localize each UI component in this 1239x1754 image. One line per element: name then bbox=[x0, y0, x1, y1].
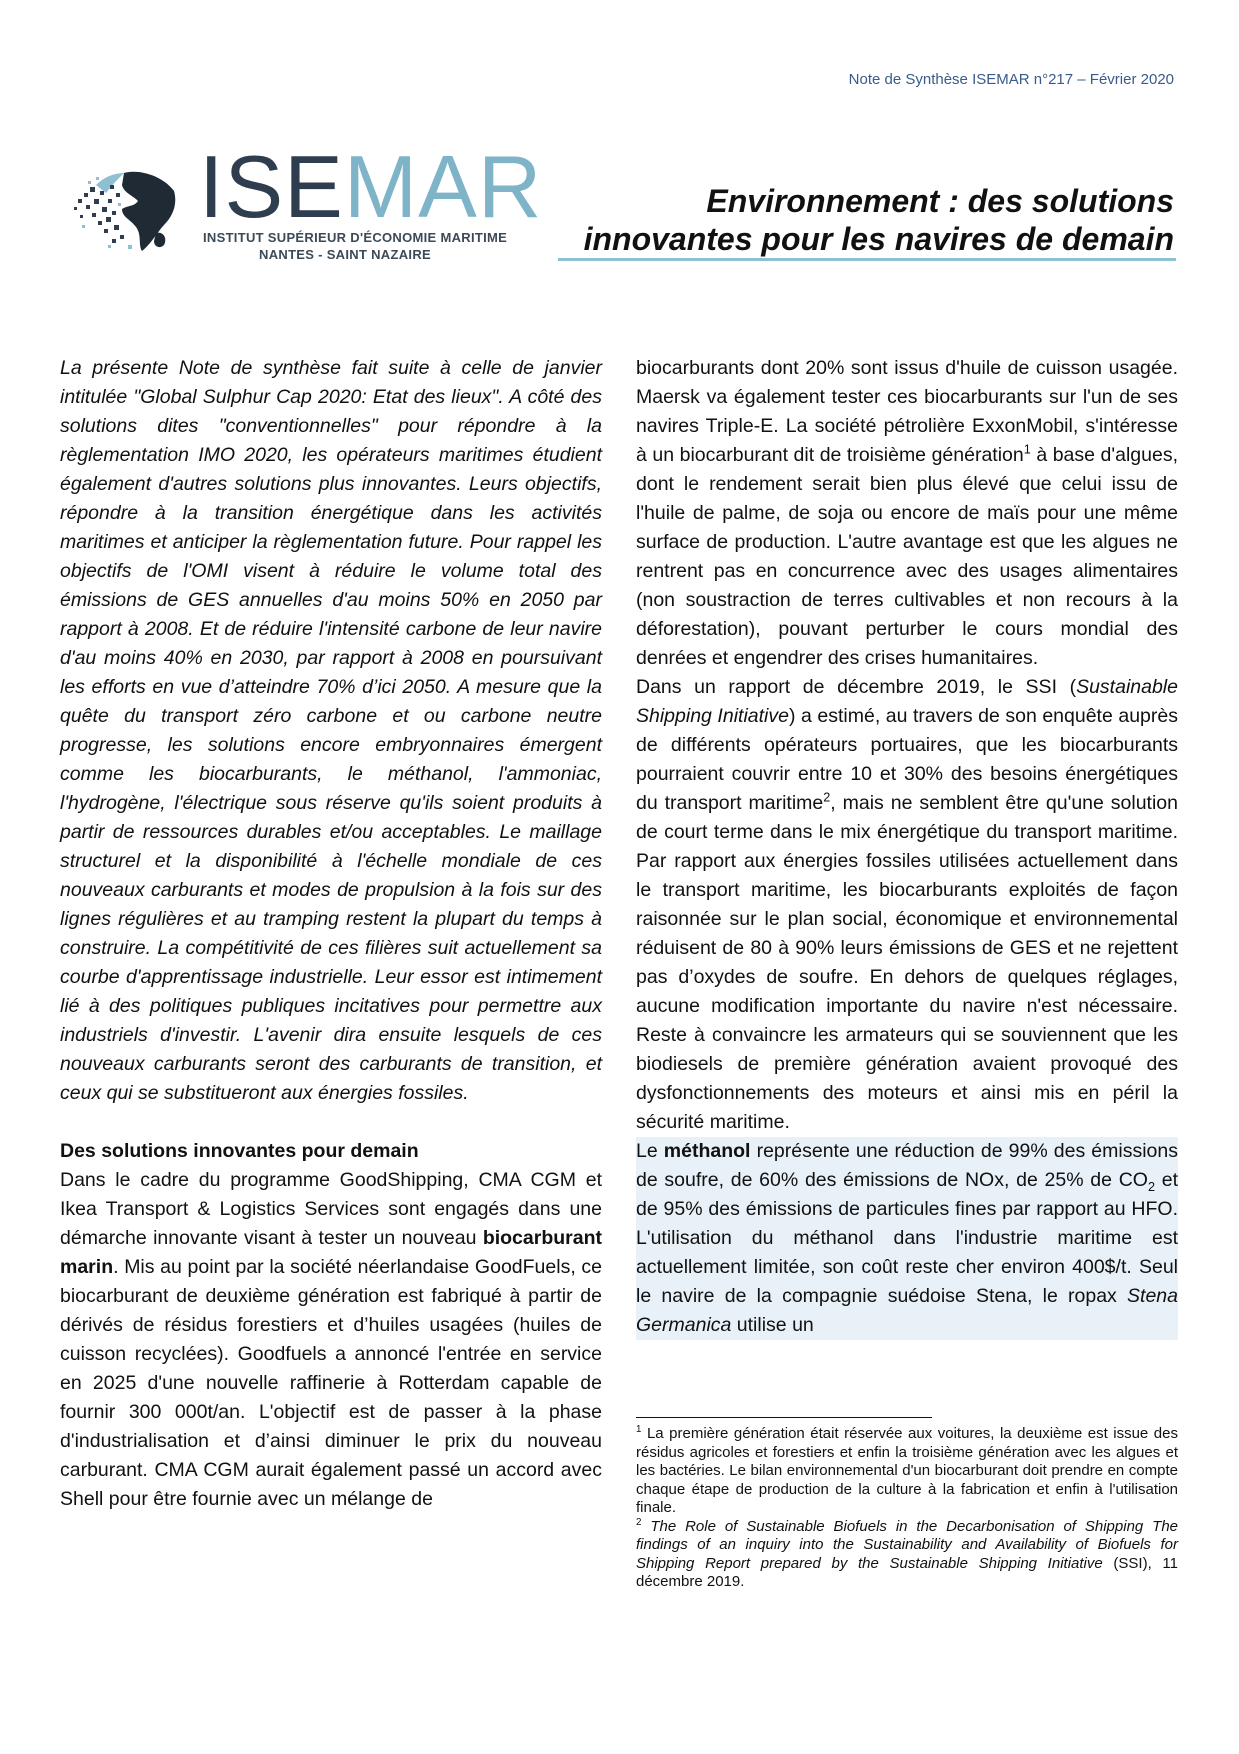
goodshipping-paragraph: Dans le cadre du programme GoodShipping, CMA CGM et Ikea Transport & Logistics Services sont engagés dans une démarche innovante visant à tester un nouveau biocarburant marin. Mis au point par la société néerlandaise GoodFuels, ce biocarburant de deuxième génération est fabriqué à partir de dérivés de résidus forestiers et d’huiles usagées (huiles de cuisson recyclées). Goodfuels a annoncé l'entrée en service en 2025 d'une nouvelle raffinerie à Rotterdam capable de fournir 300 000t/an. L'objectif est de passer à la phase d'industrialisation et d’ainsi diminuer le prix du nouveau carburant. CMA CGM aurait également passé un accord avec Shell pour être fournie avec un mélange de bbox=[60, 1169, 602, 1510]
footnote-ref-2: 2 bbox=[823, 790, 831, 805]
title-underline bbox=[558, 258, 1176, 261]
footnote-divider bbox=[636, 1417, 932, 1418]
title-line-2: innovantes pour les navires de demain bbox=[583, 221, 1174, 257]
methanol-paragraph: Le méthanol représente une réduction de 99% des émissions de soufre, de 60% des émissions de NOx, de 25% de $CO_2$ et de 95% des émissions de particules fines par rapport au HFO. L'utilisation du méthanol dans l'industrie maritime est actuellement limitée, son coût reste cher environ 400$/t. Seul le navire de la compagnie suédoise Stena, le ropax Stena Germanica utilise un bbox=[636, 1137, 1178, 1340]
logo-wordmark: ISEMAR bbox=[199, 137, 543, 236]
header-note: Note de Synthèse ISEMAR n°217 – Février 2020 bbox=[848, 71, 1174, 88]
isemar-logo bbox=[72, 137, 543, 267]
left-column bbox=[60, 354, 602, 1514]
footnote-2: $^2$ The Role of Sustainable Biofuels in the Decarbonisation of Shipping The findings of an inquiry into the Sustainability and Availability of Biofuels for Shipping Report prepared by the Sustainable Shipping Initiative (SSI), 11 décembre 2019. bbox=[636, 1516, 1178, 1590]
biofuel-paragraph: biocarburants dont 20% sont issus d'huile de cuisson usagée. Maersk va également tester ces biocarburants sur l'un de ses navires Triple-E. La société pétrolière ExxonMobil, s'intéresse à un biocarburant dit de troisième génération$^1$ à base d'algues, dont le rendement serait bien plus élevé que celui issu de l'huile de palme, de soja ou encore de maïs pour une même surface de production. L'autre avantage est que les algues ne rentrent pas en concurrence avec des usages alimentaires (non soustraction de terres cultivables et non recours à la déforestation), pouvant perturber le cours mondial des denrées et engendrer des crises humanitaires. bbox=[636, 357, 1178, 669]
globe-logo-icon bbox=[72, 155, 187, 267]
right-column bbox=[636, 354, 1178, 1340]
section-heading: Des solutions innovantes pour demain bbox=[60, 1140, 419, 1162]
footnote-1: $^1$ La première génération était réservée aux voitures, la deuxième est issue des résidus agricoles et forestiers et enfin la troisième génération avec les algues et les bactéries. Le bilan environnemental d'un biocarburant doit prendre en compte chaque étape de production de la culture à la fabrication et enfin à l'utilisation finale. bbox=[636, 1424, 1178, 1516]
logo-subtitle: INSTITUT SUPÉRIEUR D'ÉCONOMIE MARITIME NANTES - SAINT NAZAIRE bbox=[203, 230, 508, 262]
title-line-1: Environnement : des solutions bbox=[706, 183, 1174, 219]
ssi-paragraph: Dans un rapport de décembre 2019, le SSI (Sustainable Shipping Initiative) a estimé, au travers de son enquête auprès de différents opérateurs portuaires, que les biocarburants pourraient couvrir entre 10 et 30% des besoins énergétiques du transport maritime$^2$, mais ne semblent être qu'une solution de court terme dans le mix énergétique du transport maritime. Par rapport aux énergies fossiles utilisées actuellement dans le transport maritime, les biocarburants exploités de façon raisonnée sur le plan social, économique et environnemental réduisent de 80 à 90% leurs émissions de GES et ne rejettent pas d’oxydes de soufre. En dehors de quelques réglages, aucune modification importante du navire n'est nécessaire. Reste à convaincre les armateurs qui se souviennent que les biodiesels de première génération avaient provoqué des dysfonctionnements des moteurs et ainsi mis en péril la sécurité maritime. bbox=[636, 676, 1179, 1133]
footnotes bbox=[636, 1425, 1178, 1592]
intro-paragraph: La présente Note de synthèse fait suite à celle de janvier intitulée "Global Sulphur Cap 2020: Etat des lieux". A côté des solutions dites "conventionnelles" pour répondre à la règlementation IMO 2020, les opérateurs maritimes étudient également d'autres solutions plus innovantes. Leurs objectifs, répondre à la transition énergétique dans les activités maritimes et anticiper la règlementation future. Pour rappel les objectifs de l'OMI visent à réduire le volume total des émissions de GES annuelles d'au moins 50% en 2050 par rapport à 2008. Et de réduire l'intensité carbone de leur navire d'au moins 40% en 2030, par rapport à 2008 en poursuivant les efforts en vue d’atteindre 70% d’ici 2050. A mesure que la quête du transport zéro carbone et ou carbone neutre progresse, les solutions encore embryonnaires émergent comme les biocarburants, le méthanol, l'ammoniac, l'hydrogène, l'électrique sous réserve qu'ils soient produits à partir de ressources durables et/ou acceptables. Le maillage structurel et la disponibilité à l'échelle mondiale de ces nouveaux carburants et modes de propulsion à la fois sur des lignes régulières et au tramping restent la plupart du temps à construire. La compétitivité de ces filières suit actuellement sa courbe d'apprentissage industrielle. Leur essor est intimement lié à des politiques publiques incitatives pour permettre aux industriels d'investir. L'avenir dira ensuite lesquels de ces nouveaux carburants seront des carburants de transition, et ceux qui se substitueront aux énergies fossiles. bbox=[60, 357, 602, 1104]
page-title bbox=[584, 182, 1174, 258]
footnote-ref-1: 1 bbox=[1023, 442, 1031, 457]
